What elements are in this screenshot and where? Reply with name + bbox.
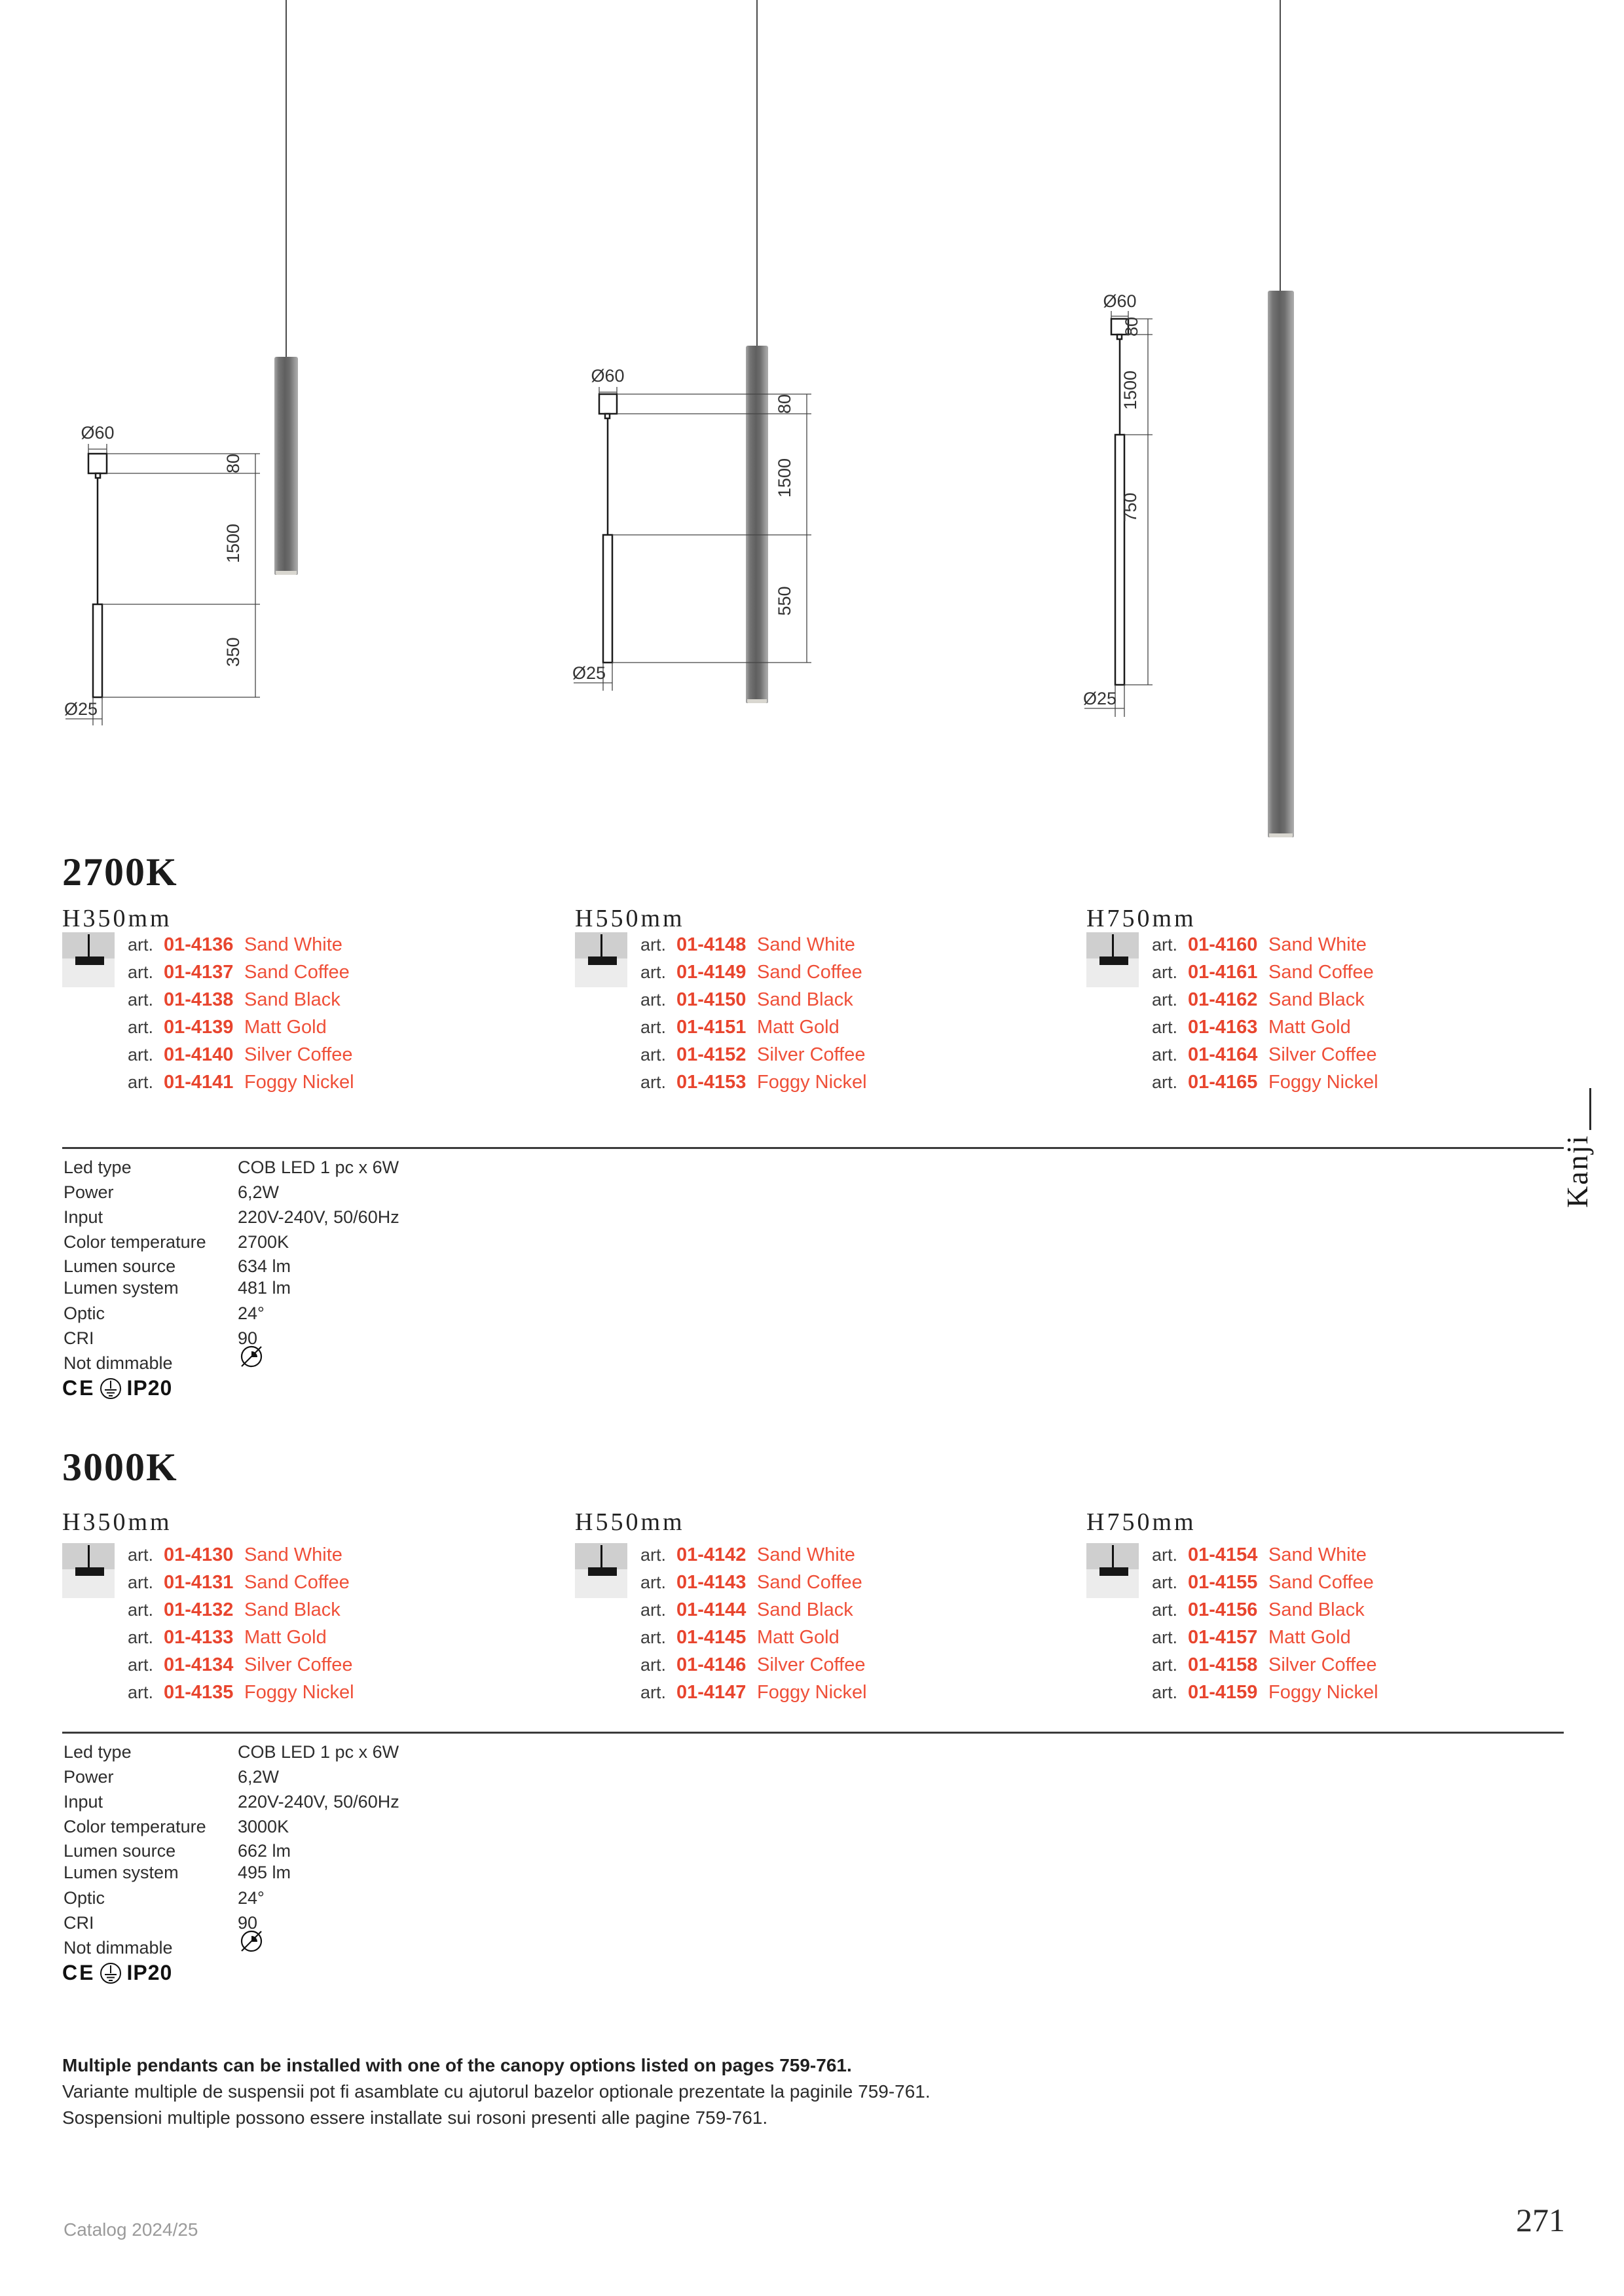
table-row [128,1679,354,1706]
table-row [640,1651,867,1679]
spec-value: 662 lm [238,1841,291,1861]
spec-row [64,1328,257,1348]
table-row [1152,1068,1378,1096]
thumb-wire [1112,934,1114,959]
thumb-wire [88,1545,90,1570]
art-prefix: art. [640,1545,667,1565]
finish-name: Sand White [1268,1544,1367,1565]
art-prefix: art. [128,935,154,955]
spec-label: CRI [64,1328,94,1348]
table-row [1152,1679,1378,1706]
article-code: 01-4160 [1188,934,1258,955]
product-list-2700k-h550 [640,931,867,1096]
finish-name: Sand White [244,934,342,955]
finish-name: Sand Black [244,989,341,1010]
art-prefix: art. [1152,990,1178,1010]
art-prefix: art. [128,1017,154,1037]
art-prefix: art. [1152,1628,1178,1647]
thumb-pendant [588,957,617,965]
dim-label: Ø25 [1083,689,1117,708]
article-code: 01-4161 [1188,962,1258,983]
product-list-3000k-h750 [1152,1541,1378,1706]
certifications [62,1961,172,1985]
article-code: 01-4142 [676,1544,747,1565]
side-label-rule [1589,1088,1591,1130]
spec-value: 634 lm [238,1256,291,1276]
finish-name: Foggy Nickel [244,1682,354,1703]
series-name-label: Kanji [1560,1134,1594,1208]
page-number: 271 [1516,2202,1565,2238]
pendant-wire [1280,0,1281,291]
finish-name: Silver Coffee [1268,1654,1377,1675]
not-dimmable-icon [238,1343,265,1370]
dim-label: 750 [1120,492,1140,522]
spec-label: Not dimmable [64,1353,173,1373]
table-row [640,1569,867,1596]
table-row [1152,1596,1378,1624]
article-code: 01-4134 [164,1654,234,1675]
spec-row [64,1913,257,1933]
table-row [1152,958,1378,986]
finish-name: Matt Gold [757,1627,840,1648]
table-row [1152,1651,1378,1679]
art-prefix: art. [128,1683,154,1702]
art-prefix: art. [1152,1683,1178,1702]
dimension-drawing-h550 [563,363,819,697]
spec-value: COB LED 1 pc x 6W [238,1157,399,1177]
article-code: 01-4133 [164,1627,234,1648]
article-code: 01-4145 [676,1627,747,1648]
spec-label: Input [64,1207,103,1227]
product-list-3000k-h550 [640,1541,867,1706]
article-code: 01-4146 [676,1654,747,1675]
spec-label: CRI [64,1913,94,1933]
dimension-drawing-h750 [1067,291,1172,727]
article-code: 01-4152 [676,1044,747,1065]
canopy-note [62,2052,931,2131]
dim-label: 80 [775,393,794,414]
spec-table-2700k [62,1147,1564,1411]
table-row [640,1041,867,1068]
spec-label: Input [64,1792,103,1812]
table-row [128,1041,354,1068]
ce-mark: CE [62,1961,96,1984]
art-prefix: art. [1152,1600,1178,1620]
ce-mark: CE [62,1376,96,1400]
finish-name: Sand White [757,934,855,955]
product-list-3000k-h350 [128,1541,354,1706]
article-code: 01-4135 [164,1682,234,1703]
art-prefix: art. [1152,962,1178,982]
art-prefix: art. [128,962,154,982]
led-tip [747,699,767,703]
spec-row [64,1232,289,1252]
spec-label: Optic [64,1303,105,1323]
finish-name: Sand Black [1268,989,1365,1010]
thumb-pendant [75,957,104,965]
dim-label: Ø25 [572,663,606,683]
product-thumbnail [575,1543,627,1598]
catalog-edition: Catalog 2024/25 [64,2219,198,2240]
dim-label: 1500 [1120,370,1140,410]
finish-name: Matt Gold [1268,1017,1351,1038]
table-row [640,1679,867,1706]
spec-value: 2700K [238,1232,289,1252]
art-prefix: art. [1152,1545,1178,1565]
pendant-wire [286,0,287,357]
art-prefix: art. [128,1655,154,1675]
product-thumbnail [62,932,115,987]
article-code: 01-4139 [164,1017,234,1038]
table-row [1152,1541,1378,1569]
art-prefix: art. [640,990,667,1010]
article-code: 01-4159 [1188,1682,1258,1703]
finish-name: Foggy Nickel [757,1072,867,1093]
dim-label: 1500 [775,458,794,498]
article-code: 01-4151 [676,1017,747,1038]
spec-row [64,1817,289,1836]
thumb-wire [600,934,602,959]
dim-label: 550 [775,586,794,616]
spec-label: Optic [64,1888,105,1908]
spec-value: 481 lm [238,1278,291,1298]
table-row [128,1068,354,1096]
article-code: 01-4165 [1188,1072,1258,1093]
column-heading-h350: H350mm [62,905,172,932]
table-row [1152,1013,1378,1041]
column-heading-h350: H350mm [62,1508,172,1536]
finish-name: Sand Black [244,1599,341,1620]
spec-row [64,1888,265,1908]
thumb-pendant [75,1567,104,1576]
art-prefix: art. [128,1545,154,1565]
spec-label: Lumen source [64,1841,176,1861]
art-prefix: art. [640,1683,667,1702]
table-row [1152,1041,1378,1068]
table-row [128,1541,354,1569]
table-row [128,1013,354,1041]
section-title-2700k: 2700K [62,850,178,894]
article-code: 01-4163 [1188,1017,1258,1038]
finish-name: Sand White [1268,934,1367,955]
article-code: 01-4157 [1188,1627,1258,1648]
article-code: 01-4140 [164,1044,234,1065]
thumb-wire [88,934,90,959]
spec-value: 3000K [238,1817,289,1836]
article-code: 01-4149 [676,962,747,983]
art-prefix: art. [128,1072,154,1092]
finish-name: Sand Coffee [244,1572,350,1593]
article-code: 01-4158 [1188,1654,1258,1675]
finish-name: Sand Coffee [757,962,862,983]
protection-class-icon [100,1377,122,1400]
table-row [1152,931,1378,958]
article-code: 01-4136 [164,934,234,955]
finish-name: Matt Gold [244,1627,327,1648]
spec-value: 220V-240V, 50/60Hz [238,1792,399,1812]
table-row [640,931,867,958]
spec-row [64,1742,399,1762]
dim-label: Ø25 [64,699,98,719]
art-prefix: art. [128,1045,154,1065]
spec-value: 24° [238,1303,265,1323]
pendant-photo-h750 [1268,291,1294,837]
spec-row [64,1353,238,1373]
spec-row [64,1256,291,1276]
table-row [640,1541,867,1569]
dim-label: 350 [223,637,243,667]
art-prefix: art. [640,1573,667,1592]
note-line-it: Sospensioni multiple possono essere installate sui rosoni presenti alle pagine 759-761. [62,2107,768,2128]
spec-value: COB LED 1 pc x 6W [238,1742,399,1762]
finish-name: Foggy Nickel [1268,1072,1378,1093]
article-code: 01-4154 [1188,1544,1258,1565]
table-row [128,986,354,1013]
article-code: 01-4153 [676,1072,747,1093]
dim-label: Ø60 [591,366,625,386]
spec-value: 24° [238,1888,265,1908]
table-row [128,958,354,986]
table-row [1152,1624,1378,1651]
art-prefix: art. [128,1573,154,1592]
finish-name: Sand Black [757,989,853,1010]
finish-name: Matt Gold [757,1017,840,1038]
table-row [640,958,867,986]
note-line-ro: Variante multiple de suspensii pot fi asamblate cu ajutorul bazelor optionale prezentate la paginile 759-761. [62,2081,931,2102]
table-row [1152,1569,1378,1596]
dim-label: 80 [223,453,243,474]
spec-row [64,1938,238,1958]
dimension-drawing-h350 [62,419,272,733]
finish-name: Matt Gold [244,1017,327,1038]
spec-label: Lumen system [64,1863,179,1882]
finish-name: Foggy Nickel [244,1072,354,1093]
ip-rating: IP20 [126,1376,173,1400]
product-thumbnail [575,932,627,987]
art-prefix: art. [128,1628,154,1647]
led-tip [276,571,297,575]
article-code: 01-4131 [164,1572,234,1593]
section-title-3000k: 3000K [62,1446,178,1489]
column-heading-h550: H550mm [575,1508,685,1536]
ip-rating: IP20 [126,1961,173,1984]
article-code: 01-4148 [676,934,747,955]
finish-name: Sand White [244,1544,342,1565]
product-thumbnail [1086,932,1139,987]
finish-name: Sand Black [1268,1599,1365,1620]
spec-label: Color temperature [64,1817,206,1836]
thumb-pendant [1099,1567,1128,1576]
spec-row [64,1207,399,1227]
note-line-en: Multiple pendants can be installed with one of the canopy options listed on pages 759-761. [62,2055,852,2075]
spec-row [64,1841,291,1861]
art-prefix: art. [640,1017,667,1037]
table-row [128,931,354,958]
spec-row [64,1863,291,1882]
table-row [640,1068,867,1096]
art-prefix: art. [640,1600,667,1620]
article-code: 01-4164 [1188,1044,1258,1065]
table-row [640,1013,867,1041]
finish-name: Sand Coffee [244,962,350,983]
article-code: 01-4130 [164,1544,234,1565]
table-row [640,986,867,1013]
spec-label: Color temperature [64,1232,206,1252]
finish-name: Sand White [757,1544,855,1565]
spec-row [64,1767,279,1787]
finish-name: Silver Coffee [244,1654,353,1675]
thumb-pendant [1099,957,1128,965]
spec-value: 495 lm [238,1863,291,1882]
finish-name: Silver Coffee [757,1044,866,1065]
spec-value: 6,2W [238,1767,280,1787]
article-code: 01-4155 [1188,1572,1258,1593]
finish-name: Foggy Nickel [757,1682,867,1703]
dim-label: 1500 [223,523,243,564]
thumb-wire [600,1545,602,1570]
spec-label: Power [64,1767,114,1787]
finish-name: Sand Coffee [1268,1572,1374,1593]
art-prefix: art. [640,1655,667,1675]
dim-label: 80 [1122,316,1141,337]
finish-name: Matt Gold [1268,1627,1351,1648]
article-code: 01-4144 [676,1599,747,1620]
spec-row [64,1792,399,1812]
table-row [128,1651,354,1679]
column-heading-h750: H750mm [1086,905,1196,932]
led-tip [1269,833,1293,837]
art-prefix: art. [640,962,667,982]
spec-row [64,1303,265,1323]
art-prefix: art. [1152,935,1178,955]
spec-label: Led type [64,1742,132,1762]
not-dimmable-icon [238,1927,265,1955]
finish-name: Sand Black [757,1599,853,1620]
table-row [128,1596,354,1624]
spec-label: Not dimmable [64,1938,173,1958]
finish-name: Sand Coffee [1268,962,1374,983]
table-row [128,1624,354,1651]
article-code: 01-4138 [164,989,234,1010]
spec-label: Led type [64,1157,132,1177]
finish-name: Sand Coffee [757,1572,862,1593]
art-prefix: art. [128,990,154,1010]
article-code: 01-4150 [676,989,747,1010]
finish-name: Silver Coffee [244,1044,353,1065]
product-list-2700k-h350 [128,931,354,1096]
thumb-wire [1112,1545,1114,1570]
product-list-2700k-h750 [1152,931,1378,1096]
dim-label: Ø60 [1103,291,1137,311]
spec-value: 6,2W [238,1182,280,1202]
column-heading-h550: H550mm [575,905,685,932]
article-code: 01-4132 [164,1599,234,1620]
spec-row [64,1278,291,1298]
table-row [128,1569,354,1596]
product-thumbnail [1086,1543,1139,1598]
spec-label: Power [64,1182,114,1202]
table-row [640,1596,867,1624]
column-heading-h750: H750mm [1086,1508,1196,1536]
thumb-pendant [588,1567,617,1576]
certifications [62,1376,172,1400]
product-thumbnail [62,1543,115,1598]
spec-value: 90 [238,1328,258,1348]
art-prefix: art. [128,1600,154,1620]
table-row [640,1624,867,1651]
spec-value: 90 [238,1913,258,1933]
art-prefix: art. [640,935,667,955]
finish-name: Silver Coffee [757,1654,866,1675]
art-prefix: art. [1152,1017,1178,1037]
article-code: 01-4143 [676,1572,747,1593]
finish-name: Silver Coffee [1268,1044,1377,1065]
spec-row [64,1157,399,1177]
article-code: 01-4141 [164,1072,234,1093]
table-row [1152,986,1378,1013]
spec-row [64,1182,279,1202]
article-code: 01-4156 [1188,1599,1258,1620]
protection-class-icon [100,1962,122,1984]
art-prefix: art. [640,1045,667,1065]
spec-value: 220V-240V, 50/60Hz [238,1207,399,1227]
art-prefix: art. [640,1072,667,1092]
art-prefix: art. [1152,1655,1178,1675]
pendant-photo-h350 [274,357,298,575]
spec-table-3000k [62,1732,1564,1995]
finish-name: Foggy Nickel [1268,1682,1378,1703]
article-code: 01-4162 [1188,989,1258,1010]
article-code: 01-4137 [164,962,234,983]
art-prefix: art. [1152,1573,1178,1592]
dim-label: Ø60 [81,423,115,443]
art-prefix: art. [640,1628,667,1647]
spec-label: Lumen system [64,1278,179,1298]
pendant-wire [756,0,758,346]
spec-label: Lumen source [64,1256,176,1276]
article-code: 01-4147 [676,1682,747,1703]
art-prefix: art. [1152,1072,1178,1092]
art-prefix: art. [1152,1045,1178,1065]
